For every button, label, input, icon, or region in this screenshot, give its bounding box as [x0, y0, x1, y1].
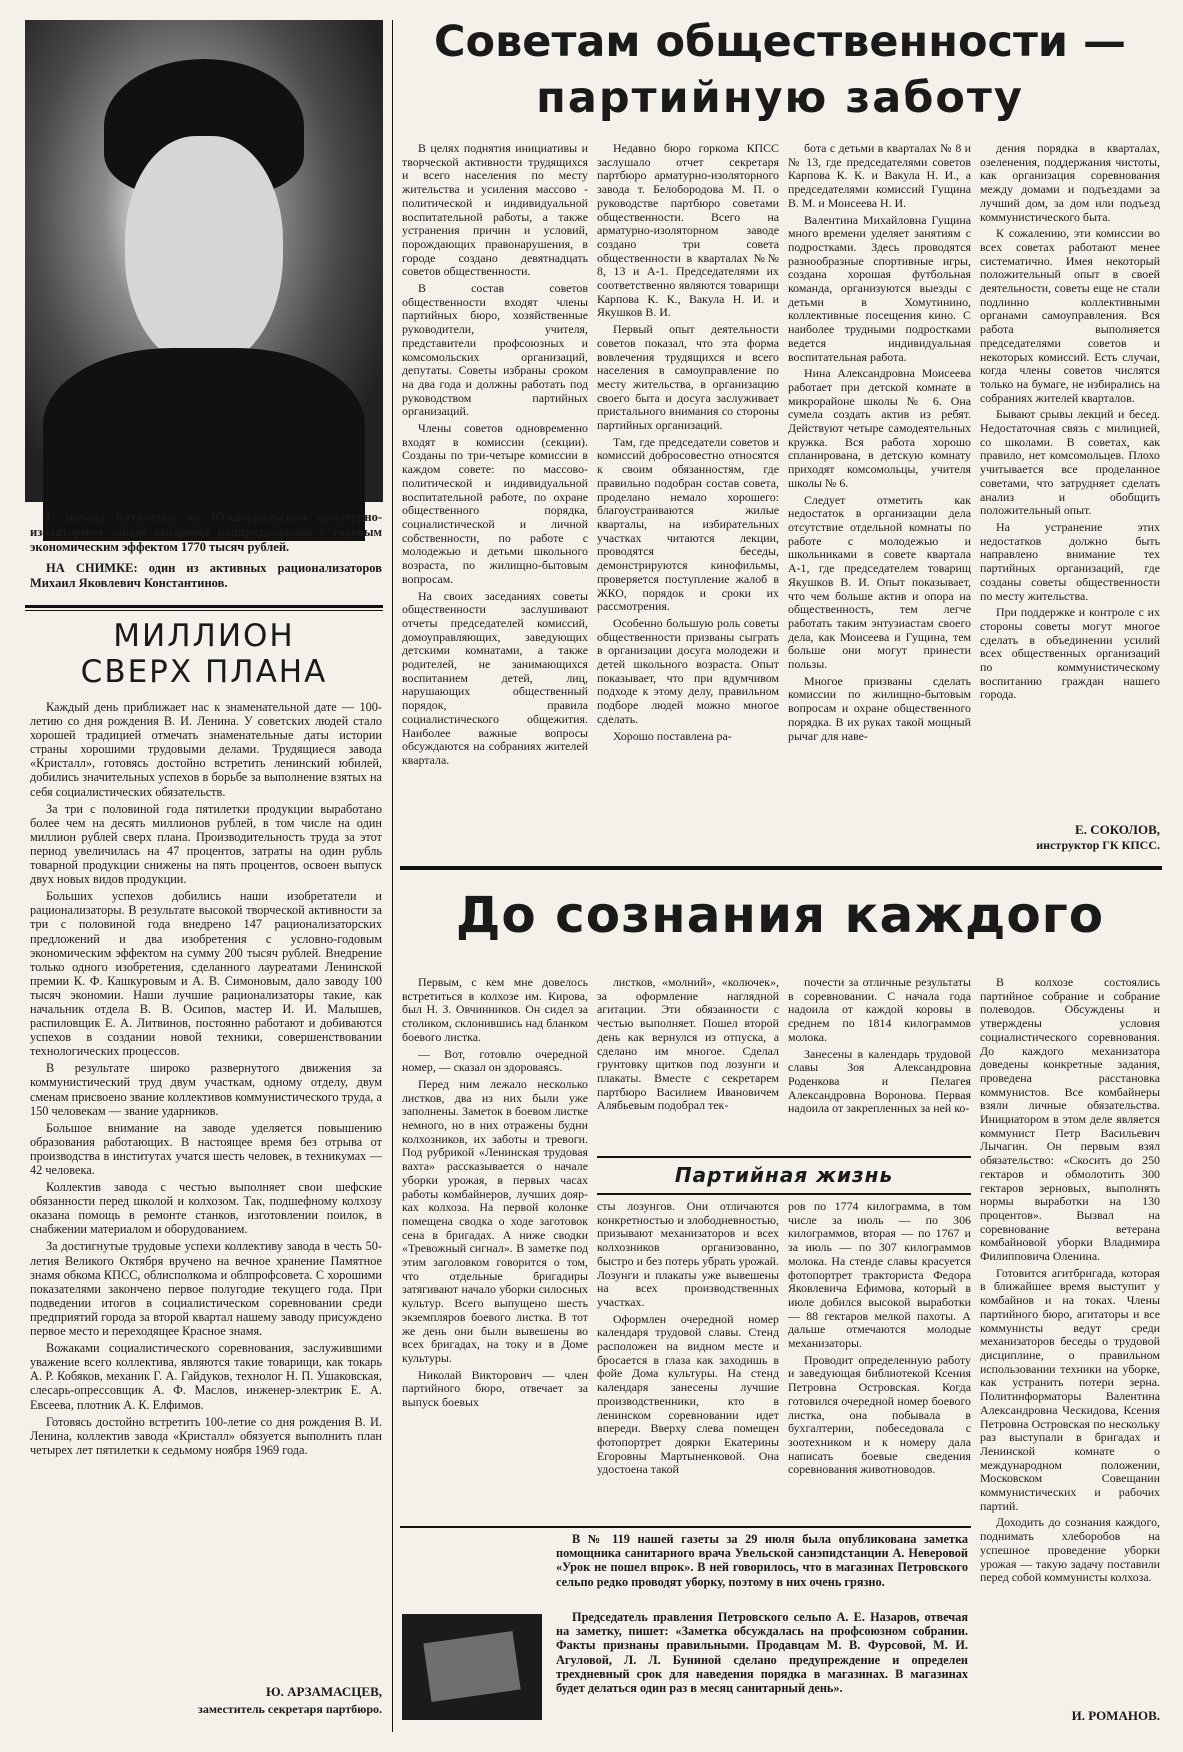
million-para: Коллектив завода с честью выполняет свои шефские обязанности перед школой и колхозом. Так, подшефному колхозу оказана помощь в ремонте станков, изготовлении поилок, в снабжении материалом и оборудованием.	[30, 1180, 382, 1237]
sovetam-para: На своих заседаниях советы общественности заслушивают отчеты председателей комиссий, домоуправляющих, заведующих детскими комнатами, а также родителей, не занимающихся воспитанием детей, лиц, нарушающих общественный порядок, правила социалистического общежития. Наиболее важные вопросы обсуждаются на собраниях жителей квартала.	[402, 588, 588, 767]
sovetam-author-title: инструктор ГК КПСС.	[1036, 838, 1160, 852]
article-kazhdogo-title: До сознания каждого	[455, 886, 1105, 944]
million-para: Больших успехов добились наши изобретатели и рационализаторы. В результате высокой творческой активности за три с половиной года внедрено 147 рационализаторских предложений и два изобретения с условно-годовым экономическим эффектом на сумму 200 тысяч рублей. Внедрение только одного изобретения, сделанного лауреатами Ленинской премии К. Ф. Кашкуровым и А. В. Симоновым, дало заводу 100 тысяч экономии. Наши лучшие рационализаторы такие, как начальник отдела В. В. Осипов, мастер И. И. Малышев, распиловщик Е. А. Литвинов, постоянно работают и добиваются успехов в создании новой техники, совершенствовании технологических процессов.	[30, 889, 382, 1059]
kazhdogo-para: ров по 1774 килограмма, в том числе за июль — по 306 килограммов, вторая — по 1767 и за июль — по 307 килограммов молока. На стенде славы красуется фотопортрет тракториста Федора Яковлевича Ефимова, который в июле добился высокой выработки — 88 гектаров мелкой пахоты. А дальше отмечаются молодые механизаторы.	[788, 1199, 971, 1351]
rubric-rule-bottom	[597, 1193, 971, 1195]
million-para: За достигнутые трудовые успехи коллективу завода в честь 50-летия Великого Октября вручено на вечное хранение Памятное знамя обкома КПСС, облисполкома и облпрофсовета. С хорошими показателями закончено первое полугодие текущего года. При подведении итогов в социалистическом соревновании среди предприятий города за второй квартал нашему заводу присуждено первое место и переходящее Красное знамя.	[30, 1239, 382, 1339]
notice-para-2: Председатель правления Петровского сельпо А. Е. Назаров, отвечая на заметку, пишет: «Заметка обсуждалась на профсоюзном собрании. Факты признаны правильными. Продавцам М. В. Фурсовой, М. И. Агуловой, Л. Л. Буниной сделано предупреждение и определен трехдневный срок для наведения порядка в магазинах. В магазинах будет делаться один раз в месяц санитарный день».	[556, 1610, 968, 1696]
article-sovetam-title	[400, 14, 1160, 126]
kazhdogo-col2-top	[597, 976, 779, 1152]
kazhdogo-para: Доходить до сознания каждого, поднимать хлеборобов на успешное проведение уборки урожая — такую задачу поставили перед собой коммунисты колхоза.	[980, 1515, 1160, 1585]
sovetam-para: Первый опыт деятельности советов показал, что эта форма вовлечения трудящихся и всего населения в самоуправление по месту жительства, в организацию своего быта и досуга заслуживает пристального внимания со стороны партийных организаций.	[597, 322, 779, 433]
million-para: В результате широко развернутого движения за коммунистический труд двум участкам, одному отделу, двум сменам присвоено звание коллективов коммунистического труда, а 150 человекам — звание ударников.	[30, 1061, 382, 1118]
kazhdogo-para: Оформлен очередной номер календаря трудовой славы. Стенд расположен на видном месте и бросается в глаза как заходишь в фойе Дома культуры. На стенд календаря занесены лучшие производственники, кто в ленинском соревновании идет впереди. Вверху слева помещен фотопортрет доярки Екатерины Егоровны Мартыненковой. Она удостоена такой	[597, 1311, 779, 1477]
sovetam-author-name: Е. СОКОЛОВ,	[1075, 822, 1160, 837]
kazhdogo-para: Перед ним лежало несколько листков, два из них были уже заполнены. Заметок в боевом листке немного, но в них отражены будни колхозников, их заботы и тревоги. Под рубрикой «Ленинская трудовая вахта» рассказывается о начале уборки урожая, в первых часах работы комбайнеров, лучших доярках колхоза. На первой колонке помещена сводка о ходе заготовок сена в бригадах. А ниже сводки «Тревожный сигнал». В заметке под этим заголовком говорится о том, что отдельные бригадиры затягивают начало уборки силосных культур. Всего выпущено шесть экземпляров боевого листка. В тот же день они были вывешены во всех бригадах, на току и в Доме культуры.	[402, 1076, 588, 1365]
kazhdogo-para: — Вот, готовлю очередной номер, — сказал он здороваясь.	[402, 1046, 588, 1075]
sovetam-title-line1: Советам общественности —	[433, 17, 1127, 67]
kazhdogo-col2-bottom	[597, 1200, 779, 1520]
kazhdogo-para: сты лозунгов. Они отличаются конкретностью и злободневностью, призывают механизаторов и всех колхозников организованно, быстро и без потерь убрать урожай. Лозунги и плакаты уже вывешены на всех производственных участках.	[597, 1199, 779, 1309]
sovetam-para: Нина Александровна Моисеева работает при детской комнате в микрорайоне школы № 6. Она сумела создать актив из ребят. Действуют четыре самодеятельных кружка. Вся работа хорошо спланирована, в детскую комнату приходят комсомольцы, учителя школы № 6.	[788, 366, 971, 490]
kazhdogo-para: почести за отличные результаты в соревновании. С начала года надоила от каждой коровы в среднем по 1814 килограммов молока.	[788, 975, 971, 1044]
sovetam-para: Члены советов одновременно входят в комиссии (секции). Созданы по три-четыре комиссии в каждом совете: по массово-политической и индивидуальной воспитательной работе, по охране общественного порядка, социалистической и личной собственности, по работе с молодежью и детьми школьного возраста, по жилищно-бытовым вопросам.	[402, 421, 588, 586]
sovetam-para: дения порядка в кварталах, озеленения, поддержания чистоты, как организация соревнования между домами и подъездами за лучший дом, за дом или подъезд коммунистического быта.	[980, 141, 1160, 224]
kazhdogo-para: Занесены в календарь трудовой славы Зоя Александровна Роденкова и Пелагея Александровна Воронова. Первая надоила от закрепленных за ней ко-	[788, 1046, 971, 1116]
kazhdogo-para: Николай Викторович — член партийного бюро, отвечает за выпуск боевых	[402, 1367, 588, 1410]
sovetam-col2	[597, 142, 779, 862]
million-author-name: Ю. АРЗАМАСЦЕВ,	[266, 1684, 382, 1699]
sovetam-para: При поддержке и контроле с их стороны советы могут многое сделать в объединении усилий всех общественных организаций по коммунистическому воспитанию граждан нашего города.	[980, 605, 1160, 702]
million-para: Вожаками социалистического соревнования, заслужившими уважение всего коллектива, являются такие товарищи, как токарь А. Р. Кобяков, механик Г. А. Гайдуков, технолог Н. П. Ушаковская, слесарь-опрессовщик А. Ф. Маслов, инженер-электрик Е. А. Евсеева, плотник А. К. Елфимов.	[30, 1341, 382, 1412]
article-million-body	[30, 700, 382, 1675]
notice-image-sheet	[423, 1631, 520, 1702]
sovetam-para: Валентина Михайловна Гущина много времени уделяет занятиям с подростками. Здесь проводятся разнообразные спортивные игры, создана хорошая футбольная команда, организуются выезды с детьми в Хомутинино, коллективные посещения кино. С наиболее трудными подростками ведется индивидуальная воспитательная работа.	[788, 212, 971, 364]
sovetam-para: На устранение этих недостатков должно быть направлено внимание тех партийных организаций, где созданы советы общественности по месту жительства.	[980, 519, 1160, 603]
sovetam-para: К сожалению, эти комиссии во всех советах работают менее систематично. Имея некоторый положительный опыт в своей деятельности, советы еще не стали подлинно коллективными органами самоуправления. Вся работа выполняется председателями советов и некоторых комиссий. Есть случаи, когда члены советов числятся только на бумаге, не избирались на собраниях жителей кварталов.	[980, 226, 1160, 405]
sovetam-col3	[788, 142, 971, 862]
photo-caption: С начала пятилетки на Южноуральском арматурно-изоляторном заводе внедрены рацпредложения с годовым экономическим эффектом 1770 тысяч рублей.	[30, 510, 382, 554]
million-para: За три с половиной года пятилетки продукции выработано более чем на десять миллионов рублей, в том числе на один миллион рублей сверх плана. Производительность труда за этот период увеличилась на 47 процентов, затраты на один рубль товарной продукции снижены на пять процентов, освоен выпуск двух новых видов продукции.	[30, 801, 382, 887]
sovetam-para: Бывают срывы лекций и бесед. Недостаточная связь с милицией, со школами. В советах, как правило, нет комсомольцев. Плохо учитывается все проделанное советами, что затрудняет сделать анализ и обобщить положительный опыт.	[980, 407, 1160, 518]
million-para: Каждый день приближает нас к знаменательной дате — 100-летию со дня рождения В. И. Ленина. У советских людей стало хорошей традицией отмечать знаменательные даты истории страны хорошими трудовыми делами. Трудящиеся завода «Кристалл», готовясь достойно встретить ленинский юбилей, добились значительных успехов в борьбе за выполнение взятых на себя социалистических обязательств.	[30, 700, 382, 799]
sovetam-para: бота с детьми в кварталах № 8 и № 13, где председателями советов Карпова К. К. и Вакула Н. И., а председателями комиссий Гущина В. М. и Моисеева Н. И.	[788, 141, 971, 210]
sovetam-col4	[980, 142, 1160, 822]
notice-image	[402, 1614, 542, 1720]
sovetam-para: Хорошо поставлена ра-	[613, 728, 732, 743]
sovetam-title-line2: партийную заботу	[536, 73, 1024, 123]
notice-para-1: В № 119 нашей газеты за 29 июля была опубликована заметка помощника санитарного врача Увельской санэпидстанции А. Неверовой «Урок не пошел впрок». В ней говорилось, что в магазинах Петровского сельпо редко проводят уборку, поэтому в них очень грязно.	[556, 1532, 968, 1589]
kazhdogo-para: Первым, с кем мне довелось встретиться в колхозе им. Кирова, был Н. З. Овчинников. Он сидел за столиком, склонившись над бланком боевого листка.	[402, 975, 588, 1044]
sovetam-para: Недавно бюро горкома КПСС заслушало отчет секретаря партбюро арматурно-изоляторного завода т. Белобородова М. П. о руководстве партбюро советами общественности. Всего на арматурно-изоляторном заводе создано три совета общественности в кварталах №№ 8, 13 и А-1. Председателями их соответственно являются товарищи Карпова К. К., Вакула Н. И. и Якушков В. И.	[597, 141, 779, 320]
photo-note: НА СНИМКЕ: один из активных рационализаторов Михаил Яковлевич Константинов.	[30, 561, 382, 590]
sovetam-para: Там, где председатели советов и комиссий добросовестно относятся к своим обязанностям, где правильно подобран состав совета, проделано немало хорошего: благоустраиваются жилые кварталы, на избирательных участках читаются лекции, проводятся беседы, демонстрируются кинофильмы, проверяется поступление жалоб в ЖКО, порядок и сроки их рассмотрения.	[597, 434, 779, 614]
kazhdogo-col4	[980, 976, 1160, 1691]
million-title-line1: МИЛЛИОН	[113, 618, 295, 654]
photo-face	[125, 136, 283, 367]
mid-divider	[400, 866, 1162, 870]
sovetam-para: Следует отметить как недостаток в организации дела отсутствие отдельной комнаты по работе с молодежью и школьниками в совете квартала А-1, где председателем товарищ Якушков В. И. Опыт показывает, что чем больше актив и опора на общественность, тем легче работать таким энтузиастам своего дела, как Моисеева и Гущина, тем больше они могут принести пользы.	[788, 492, 971, 672]
vertical-divider	[392, 20, 393, 1732]
notice-rule-top	[400, 1526, 971, 1528]
left-divider-top-2	[25, 610, 383, 611]
million-para: Готовясь достойно встретить 100-летие со дня рождения В. И. Ленина, коллектив завода «Кристалл» обязуется выполнить план четырех лет пятилетки к седьмому ноября 1969 года.	[30, 1414, 382, 1457]
rubric-party-life: Партийная жизнь	[674, 1163, 894, 1187]
kazhdogo-col3-bottom	[788, 1200, 971, 1520]
sovetam-para: Особенно большую роль советы общественности призваны сыграть в организации досуга молодежи и детей школьного возраста. Опыт показывает, что при вдумчивом подходе к этому делу, правильном подборе людей можно многое сделать.	[597, 615, 779, 726]
left-divider-top	[25, 605, 383, 608]
kazhdogo-author: И. РОМАНОВ.	[1071, 1708, 1160, 1723]
sovetam-para: Многое призваны сделать комиссии по жилищно-бытовым вопросам и охране общественного порядка. В их руках такой мощный рычаг для наве-	[788, 673, 971, 743]
million-title-line2: СВЕРХ ПЛАНА	[80, 654, 328, 690]
article-million-title	[25, 618, 383, 690]
sovetam-para: В состав советов общественности входят члены партийных бюро, хозяйственные руководители, учителя, представители профсоюзных и комсомольских организаций, депутаты. Советы избраны сроком на два года и должны работать под руководством партийных организаций.	[402, 281, 588, 419]
sovetam-col1	[402, 141, 588, 767]
kazhdogo-para: В колхозе состоялись партийное собрание и собрание полеводов. Обсуждены и утверждены условия социалистического соревнования. До каждого механизатора доведены конкретные задания, проведена расстановка коммунистов. Все комбайнеры взяли личные обязательства. Инициатором в этом деле является коммунист Петр Васильевич Лычагин. Он первым взял обязательство: «Скосить до 250 гектаров и обмолотить 300 гектаров зерновых, выполнять нормы выработки на 130 процентов». Вызвал на соревнование ветерана комбайновой уборки Владимира Филипповича Оленина.	[980, 975, 1160, 1264]
million-para: Большое внимание на заводе уделяется повышению образования работающих. В настоящее время без отрыва от производства в институтах учатся шесть человек, в техникумах — 42 человека.	[30, 1120, 382, 1177]
rubric-rule-top	[597, 1156, 971, 1158]
kazhdogo-col3-top	[788, 976, 971, 1152]
sovetam-para: В целях поднятия инициативы и творческой активности трудящихся и всего населения по месту жительства и усиления массово - политической и индивидуальной воспитательной работы, а также устранения причин и условий, порождающих правонарушения, в городе создано девятнадцать советов общественности.	[402, 141, 588, 279]
kazhdogo-para: листков, «молний», «колючек», за оформление наглядной агитации. Эти обязанности с честью выполняет. Пошел второй день как вернулся из отпуска, а сделано им многое. Сделал грунтовку щитков под лозунги и плакаты. Вместе с секретарем партбюро Василием Ивановичем Алябьевым подобрал тек-	[597, 975, 779, 1113]
million-author-title: заместитель секретаря партбюро.	[198, 1702, 382, 1716]
kazhdogo-para: Проводит определенную работу и заведующая библиотекой Ксения Петровна Островская. Когда готовился очередной номер боевого листка, она побывала в бухгалтерии, побеседовала с зоотехником и к номеру дала написать боевые сведения соревнования животноводов.	[788, 1352, 971, 1477]
rationalizer-photo	[25, 20, 383, 502]
kazhdogo-para: Готовится агитбригада, которая в ближайшее время выступит у комбайнов и на токах. Члены партийного бюро, агитаторы и все коммунисты ведут среди механизаторов беседы о трудовой дисциплине, о правильном использовании техники на уборке, как устранить потери зерна. Политинформаторы Валентина Александровна Ческидова, Ксения Петровна Островская по нескольку раз выступали в бригадах и Ленинской комнате о международном положении, Московском Совещании коммунистических и рабочих партий.	[980, 1265, 1160, 1513]
